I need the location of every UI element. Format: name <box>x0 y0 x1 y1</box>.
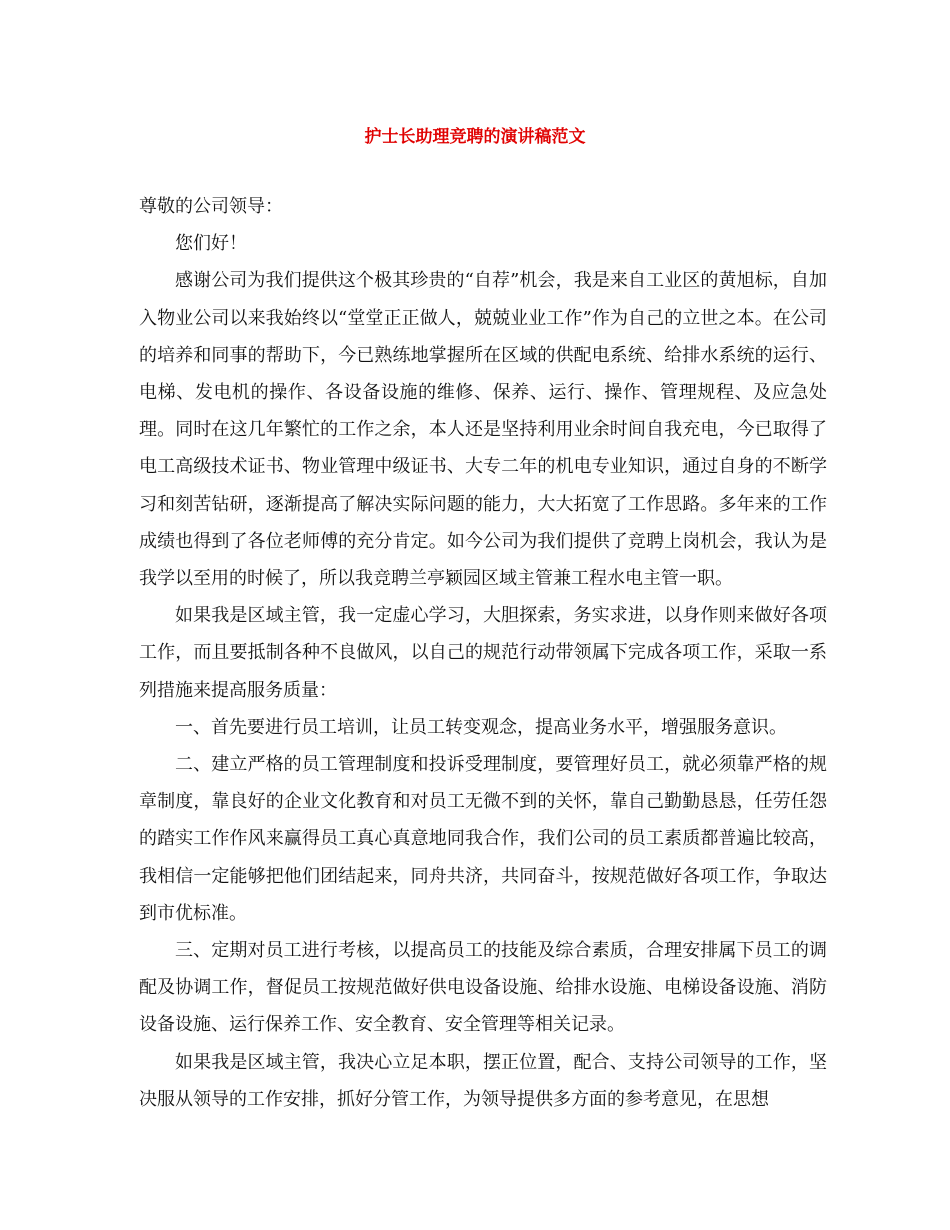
salutation: 尊敬的公司领导： <box>139 196 283 217</box>
document-title: 护士长助理竞聘的演讲稿范文 <box>364 127 586 147</box>
body-paragraph: 如果我是区域主管，我一定虚心学习，大胆探索，务实求进，以身作则来做好各项工作，而且要抵制各种不良做风，以自己的规范行动带领属下完成各项工作，采取一系列措施来提高服务质量： <box>139 605 827 701</box>
list-item-paragraph: 二、建立严格的员工管理制度和投诉受理制度，要管理好员工，就必须靠严格的规章制度，靠良好的企业文化教育和对员工无微不到的关怀，靠自己勤勤恳恳，任劳任怨的踏实工作作风来赢得员工真心真意地同我合作，我们公司的员工素质都普遍比较高，我相信一定能够把他们团结起来，同舟共济，共同奋斗，按规范做好各项工作，争取达到市优标准。 <box>139 754 827 924</box>
body-paragraph: 感谢公司为我们提供这个极其珍贵的“自荐”机会，我是来自工业区的黄旭标，自加入物业公司以来我始终以“堂堂正正做人，兢兢业业工作”作为自己的立世之本。在公司的培养和同事的帮助下，今已熟练地掌握所在区域的供配电系统、给排水系统的运行、电梯、发电机的操作、各设备设施的维修、保养、运行、操作、管理规程、及应急处理。同时在这几年繁忙的工作之余，本人还是坚持利用业余时间自我充电，今已取得了电工高级技术证书、物业管理中级证书、大专二年的机电专业知识，通过自身的不断学习和刻苦钻研，逐渐提高了解决实际问题的能力，大大拓宽了工作思路。多年来的工作成绩也得到了各位老师傅的充分肯定。如今公司为我们提供了竞聘上岗机会，我认为是我学以至用的时候了，所以我竞聘兰亭颖园区域主管兼工程水电主管一职。 <box>139 270 827 590</box>
body-paragraph: 如果我是区域主管，我决心立足本职，摆正位置，配合、支持公司领导的工作，坚决服从领导的工作安排，抓好分管工作，为领导提供多方面的参考意见，在思想 <box>139 1051 827 1110</box>
document-body <box>139 188 827 1118</box>
greeting-paragraph: 您们好！ <box>175 233 247 255</box>
list-item-paragraph: 三、定期对员工进行考核，以提高员工的技能及综合素质，合理安排属下员工的调配及协调工作，督促员工按规范做好供电设备设施、给排水设施、电梯设备设施、消防设备设施、运行保养工作、安全教育、安全管理等相关记录。 <box>139 940 827 1036</box>
list-item-paragraph: 一、首先要进行员工培训，让员工转变观念，提高业务水平，增强服务意识。 <box>175 716 787 738</box>
